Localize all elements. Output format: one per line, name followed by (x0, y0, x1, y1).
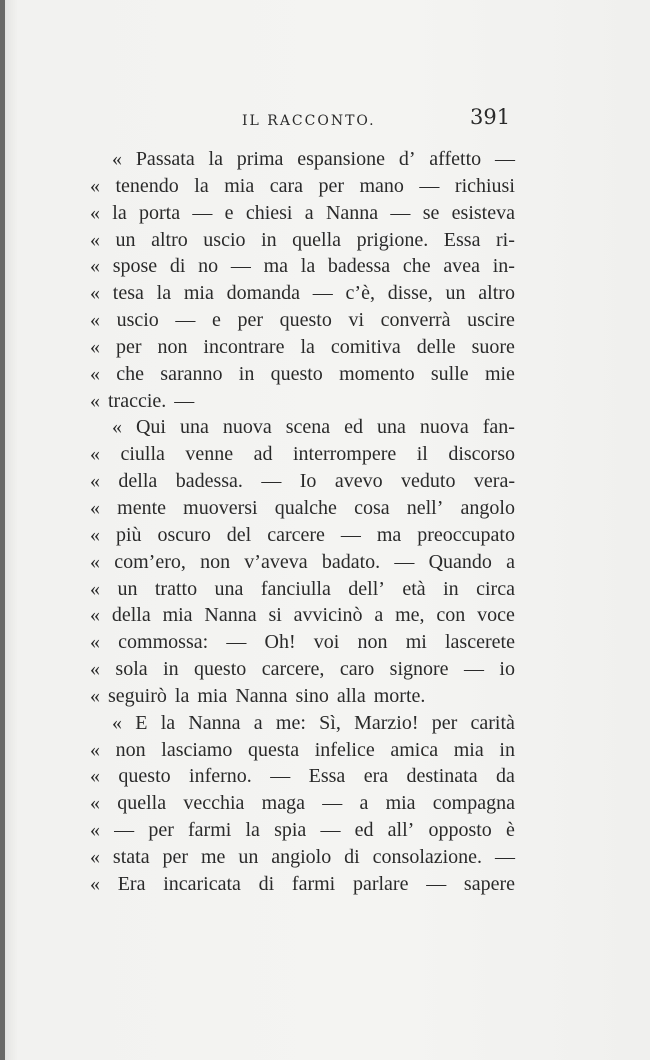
text-line: « spose di no — ma la badessa che avea in- (90, 255, 515, 278)
text-line: « ciulla venne ad interrompere il discorso (90, 443, 515, 466)
running-head: IL RACCONTO. (242, 113, 376, 129)
text-line: « seguirò la mia Nanna sino alla morte. (90, 684, 426, 707)
text-line: « Qui una nuova scena ed una nuova fan- (112, 416, 515, 439)
page-number: 391 (470, 105, 511, 129)
text-line: « E la Nanna a me: Sì, Marzio! per carità (112, 711, 515, 734)
text-line: « quella vecchia maga — a mia compagna (90, 792, 515, 815)
page-spine-edge (0, 0, 5, 1060)
body-text (90, 146, 515, 898)
text-line: « com’ero, non v’aveva badato. — Quando a (90, 550, 515, 573)
text-line: « — per farmi la spia — ed all’ opposto è (90, 819, 515, 842)
text-line: « tesa la mia domanda — c’è, disse, un altro (90, 282, 515, 305)
text-line: « Era incaricata di farmi parlare — sapere (90, 872, 515, 895)
text-line: « della mia Nanna si avvicinò a me, con voce (90, 604, 515, 627)
text-line: « della badessa. — Io avevo veduto vera- (90, 470, 515, 493)
text-line: « non lasciamo questa infelice amica mia in (90, 738, 515, 761)
page-header (0, 105, 650, 135)
text-line: « traccie. — (90, 389, 195, 412)
text-line: « questo inferno. — Essa era destinata da (90, 765, 515, 788)
text-line: « un altro uscio in quella prigione. Essa ri- (90, 228, 515, 251)
text-line: « commossa: — Oh! voi non mi lascerete (90, 631, 515, 654)
text-line: « più oscuro del carcere — ma preoccupato (90, 523, 515, 546)
text-line: « un tratto una fanciulla dell’ età in circa (90, 577, 515, 600)
text-line: « che saranno in questo momento sulle mie (90, 362, 515, 385)
text-line: « uscio — e per questo vi converrà uscire (90, 309, 515, 332)
text-line: « stata per me un angiolo di consolazione. — (90, 845, 515, 868)
text-line: « mente muoversi qualche cosa nell’ angolo (90, 496, 515, 519)
text-line: « tenendo la mia cara per mano — richiusi (90, 174, 515, 197)
text-line: « la porta — e chiesi a Nanna — se esisteva (90, 201, 515, 224)
text-line: « per non incontrare la comitiva delle suore (90, 335, 515, 358)
text-line: « Passata la prima espansione d’ affetto — (112, 148, 515, 170)
text-line: « sola in questo carcere, caro signore — io (90, 658, 515, 681)
